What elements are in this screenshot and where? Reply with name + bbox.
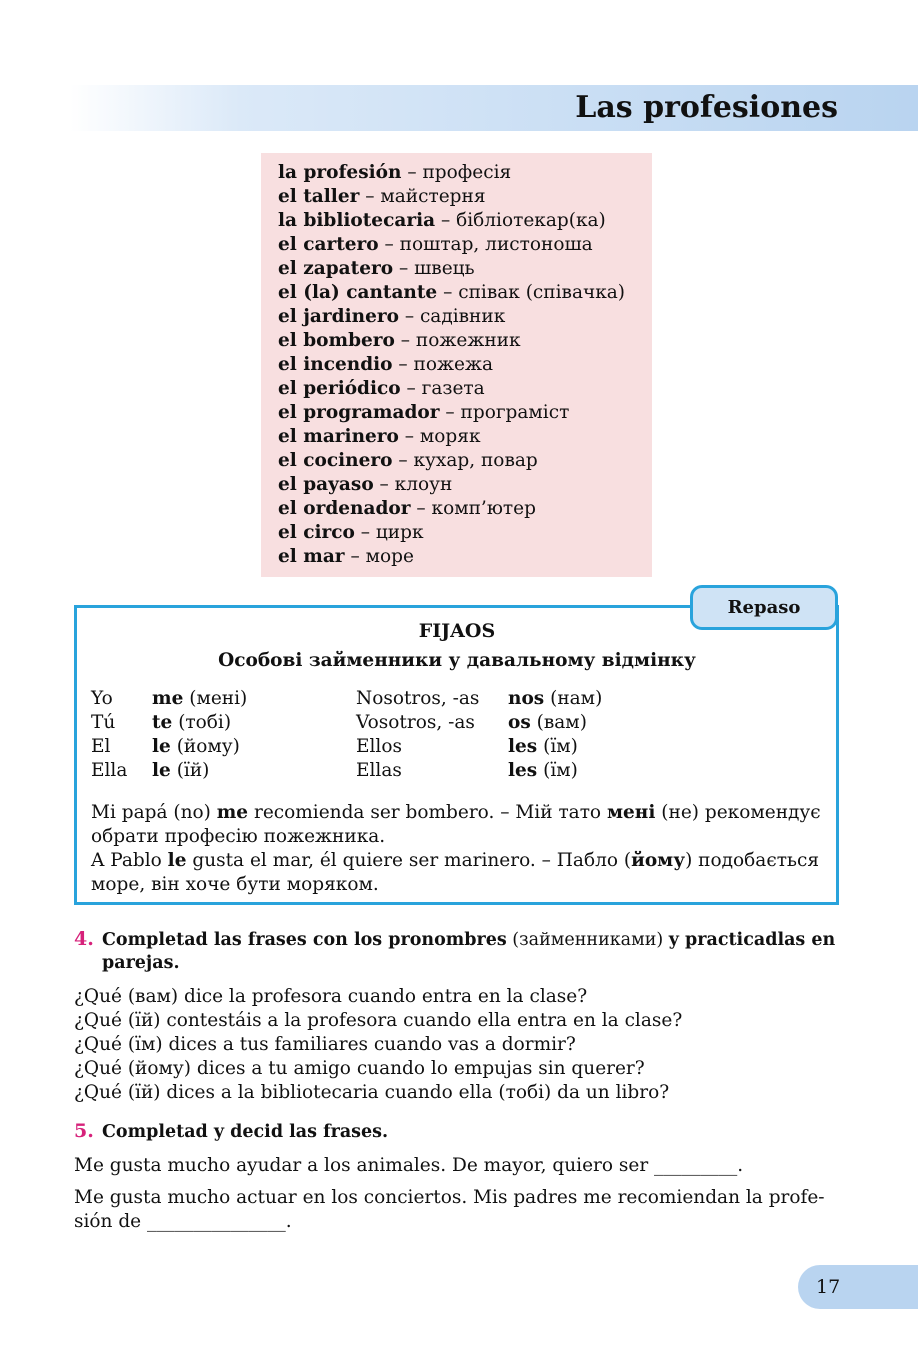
task-5-number: 5. [74, 1120, 94, 1142]
vocab-item [278, 497, 652, 521]
pronoun-form [152, 759, 209, 783]
pronoun-subject-text: El [91, 736, 111, 757]
page-number: 17 [798, 1265, 918, 1309]
repaso-heading: FIJAOS [418, 620, 496, 642]
pronoun-form [508, 687, 602, 711]
pronoun-translation: (мені) [183, 688, 248, 709]
vocab-term: el mar [278, 546, 345, 567]
example-2 [91, 849, 826, 897]
vocab-translation: – клоун [373, 474, 453, 495]
repaso-tab: Repaso [690, 585, 838, 630]
repaso-box [74, 605, 839, 905]
vocab-term: la bibliotecaria [278, 210, 436, 231]
vocab-translation: – співак (співачка) [437, 282, 626, 303]
vocab-item [278, 185, 652, 209]
vocab-translation: – бібліотекар(ка) [435, 210, 606, 231]
vocab-item [278, 545, 652, 569]
pronoun-subject [356, 759, 402, 783]
vocab-translation: – комп’ютер [410, 498, 536, 519]
vocab-item [278, 449, 652, 473]
pronoun-form [508, 759, 578, 783]
example-text: A Pablo [91, 850, 168, 871]
vocab-translation: – професія [401, 162, 512, 183]
vocab-translation: – цирк [354, 522, 424, 543]
pronoun-form [152, 735, 240, 759]
pronoun-subject-text: Ellas [356, 760, 402, 781]
vocab-item [278, 281, 652, 305]
example-bold: мені [606, 802, 656, 823]
vocab-term: el incendio [278, 354, 393, 375]
vocab-term: el payaso [278, 474, 374, 495]
vocab-translation: – поштар, листоноша [378, 234, 593, 255]
vocab-item [278, 473, 652, 497]
pronoun-form [152, 687, 247, 711]
vocab-item [278, 257, 652, 281]
pronoun-subject [91, 687, 113, 711]
example-text: recomienda ser bombero. – Мій тато [248, 802, 607, 823]
task-5-line-2b: sión de _______________. [74, 1211, 292, 1232]
pronoun-subject-text: Ella [91, 760, 128, 781]
repaso-subtitle: Особові займенники у давальному відмінку [218, 650, 696, 671]
pronoun-translation: (йому) [170, 736, 240, 757]
vocab-item [278, 401, 652, 425]
vocab-item [278, 425, 652, 449]
example-text: gusta el mar, él quiere ser marinero. – Пабло ( [186, 850, 632, 871]
example-text: (не) рекомендує обрати професію пожежника. [91, 802, 821, 847]
vocab-term: el periódico [278, 378, 401, 399]
vocab-term: el programador [278, 402, 440, 423]
exercise-line: ¿Qué (їй) contestáis a la profesora cuando ella entra en la clase? [74, 1010, 683, 1031]
vocab-term: el bombero [278, 330, 395, 351]
pronoun-form [508, 711, 587, 735]
pronoun-translation: (їм) [537, 736, 578, 757]
pronoun-subject [91, 759, 127, 783]
title-bar [70, 85, 918, 131]
pronoun-form-text: os [508, 712, 531, 733]
pronoun-form-text: les [508, 760, 538, 781]
vocab-term: el cartero [278, 234, 379, 255]
vocabulary-box [261, 153, 652, 577]
vocab-term: el (la) cantante [278, 282, 438, 303]
pronoun-subject [91, 711, 115, 735]
vocab-translation: – пожежник [394, 330, 521, 351]
vocab-translation: – пожежа [392, 354, 494, 375]
vocab-translation: – кухар, повар [392, 450, 538, 471]
instruction-bold: Completad y decid las frases. [102, 1122, 389, 1142]
vocab-translation: – газета [400, 378, 485, 399]
exercise-line: ¿Qué (їм) dices a tus familiares cuando vas a dormir? [74, 1034, 576, 1055]
pronoun-subject [356, 687, 479, 711]
vocab-item [278, 209, 652, 233]
vocab-translation: – майстерня [359, 186, 486, 207]
pronoun-subject-text: Nosotros, -as [356, 688, 480, 709]
vocab-translation: – моряк [398, 426, 481, 447]
pronoun-form-text: me [152, 688, 184, 709]
example-bold: le [167, 850, 187, 871]
exercise-line: ¿Qué (вам) dice la profesora cuando entra en la clase? [74, 986, 588, 1007]
vocab-term: el circo [278, 522, 355, 543]
pronoun-subject [356, 735, 402, 759]
vocab-item [278, 521, 652, 545]
pronoun-form [508, 735, 578, 759]
pronoun-form-text: le [152, 736, 171, 757]
vocab-term: la profesión [278, 162, 402, 183]
pronoun-translation: (їй) [170, 760, 210, 781]
instruction-bold: y practicadlas en parejas. [102, 930, 836, 973]
page-title: Las profesiones [575, 90, 838, 125]
example-text: ) подобається море, він хоче бути моряком. [91, 850, 820, 895]
exercise-line: ¿Qué (їй) dices a la bibliotecaria cuando ella (тобі) da un libro? [74, 1082, 670, 1103]
pronoun-form-text: le [152, 760, 171, 781]
vocab-item [278, 161, 652, 185]
pronoun-translation: (вам) [530, 712, 587, 733]
vocab-translation: – море [344, 546, 414, 567]
pronoun-translation: (тобі) [172, 712, 232, 733]
task-5-instruction [102, 1121, 842, 1144]
example-text: Mi papá (no) [91, 802, 217, 823]
exercise-line: ¿Qué (йому) dices a tu amigo cuando lo empujas sin querer? [74, 1058, 645, 1079]
pronoun-form-text: te [152, 712, 173, 733]
vocab-term: el marinero [278, 426, 399, 447]
task-4-instruction [102, 929, 842, 975]
pronoun-subject-text: Yo [91, 688, 113, 709]
pronoun-form-text: nos [508, 688, 545, 709]
example-bold: me [216, 802, 249, 823]
instruction-gloss: (займенниками) [506, 930, 669, 950]
pronoun-form [152, 711, 231, 735]
vocab-term: el jardinero [278, 306, 399, 327]
example-1 [91, 801, 826, 849]
vocab-item [278, 233, 652, 257]
task-4-number: 4. [74, 928, 94, 950]
vocab-translation: – швець [393, 258, 475, 279]
vocab-item [278, 305, 652, 329]
vocab-term: el taller [278, 186, 360, 207]
vocab-term: el zapatero [278, 258, 394, 279]
pronoun-subject-text: Vosotros, -as [356, 712, 475, 733]
instruction-bold: Completad las frases con los pronombres [102, 930, 507, 950]
pronoun-subject-text: Tú [91, 712, 116, 733]
pronoun-translation: (їм) [537, 760, 578, 781]
task-5-line-1: Me gusta mucho ayudar a los animales. De mayor, quiero ser _________. [74, 1155, 744, 1176]
pronoun-translation: (нам) [544, 688, 603, 709]
pronoun-subject-text: Ellos [356, 736, 402, 757]
vocab-translation: – садівник [398, 306, 506, 327]
pronoun-subject [91, 735, 110, 759]
vocab-item [278, 377, 652, 401]
vocab-item [278, 353, 652, 377]
pronoun-form-text: les [508, 736, 538, 757]
vocab-term: el ordenador [278, 498, 411, 519]
vocab-translation: – програміст [439, 402, 570, 423]
vocab-item [278, 329, 652, 353]
task-5-line-2a: Me gusta mucho actuar en los conciertos. Mis padres me recomiendan la profe- [74, 1187, 825, 1208]
pronoun-subject [356, 711, 475, 735]
vocab-term: el cocinero [278, 450, 393, 471]
example-bold: йому [631, 850, 686, 871]
